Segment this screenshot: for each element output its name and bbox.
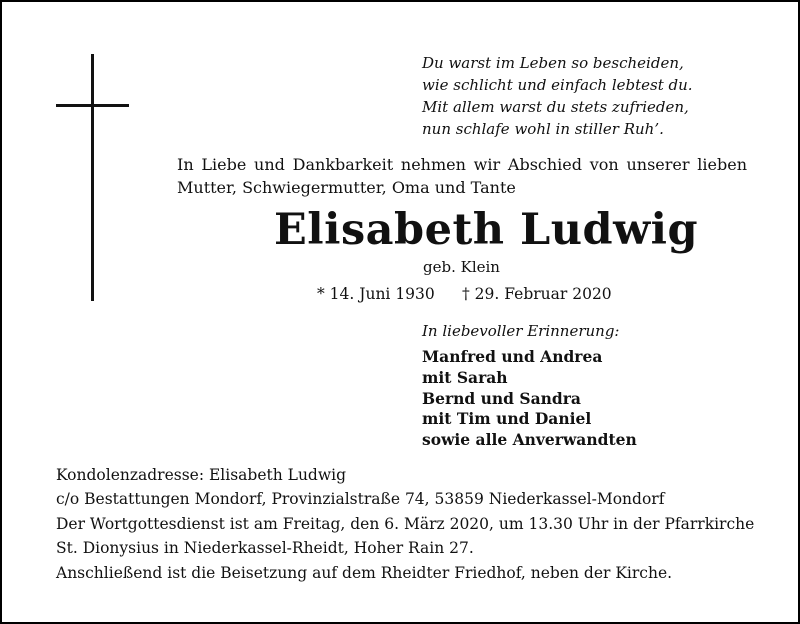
poem-line: wie schlicht und einfach lebtest du. — [422, 76, 693, 94]
mourner: mit Sarah — [422, 367, 508, 387]
service-info: Der Wortgottesdienst ist am Freitag, den 6. März 2020, um 13.30 Uhr in der Pfarrkirche — [56, 515, 755, 533]
mourner: Manfred und Andrea — [422, 347, 603, 366]
cross-icon-horizontal — [56, 104, 129, 107]
death-date: † 29. Februar 2020 — [462, 285, 612, 303]
burial-info: Anschließend ist die Beisetzung auf dem Rheidter Friedhof, neben der Kirche. — [56, 564, 673, 582]
intro-line: Mutter, Schwiegermutter, Oma und Tante — [177, 178, 516, 197]
birth-date: * 14. Juni 1930 — [317, 285, 435, 303]
condolence-address: c/o Bestattungen Mondorf, Provinzialstraße 74, 53859 Niederkassel-Mondorf — [56, 489, 665, 508]
mourners-list — [422, 347, 637, 451]
intro-line: In Liebe und Dankbarkeit nehmen wir Abschied von unserer lieben — [177, 155, 747, 174]
condolence-address: Kondolenzadresse: Elisabeth Ludwig — [56, 466, 346, 484]
memory-heading: In liebevoller Erinnerung: — [422, 322, 620, 340]
service-info: St. Dionysius in Niederkassel-Rheidt, Hoher Rain 27. — [56, 538, 474, 557]
footer-info — [56, 464, 754, 586]
cross-icon-vertical — [91, 54, 94, 301]
poem-line: nun schlafe wohl in stiller Ruh’. — [422, 120, 664, 138]
mourner: Bernd und Sandra — [422, 388, 581, 408]
mourner: sowie alle Anverwandten — [422, 430, 637, 450]
poem — [422, 52, 693, 140]
mourner: mit Tim und Daniel — [422, 409, 592, 429]
poem-line: Mit allem warst du stets zufrieden, — [422, 98, 689, 116]
poem-line: Du warst im Leben so bescheiden, — [422, 54, 684, 72]
deceased-name: Elisabeth Ludwig — [274, 205, 699, 255]
birth-name: geb. Klein — [423, 258, 500, 276]
intro-text — [177, 153, 747, 199]
